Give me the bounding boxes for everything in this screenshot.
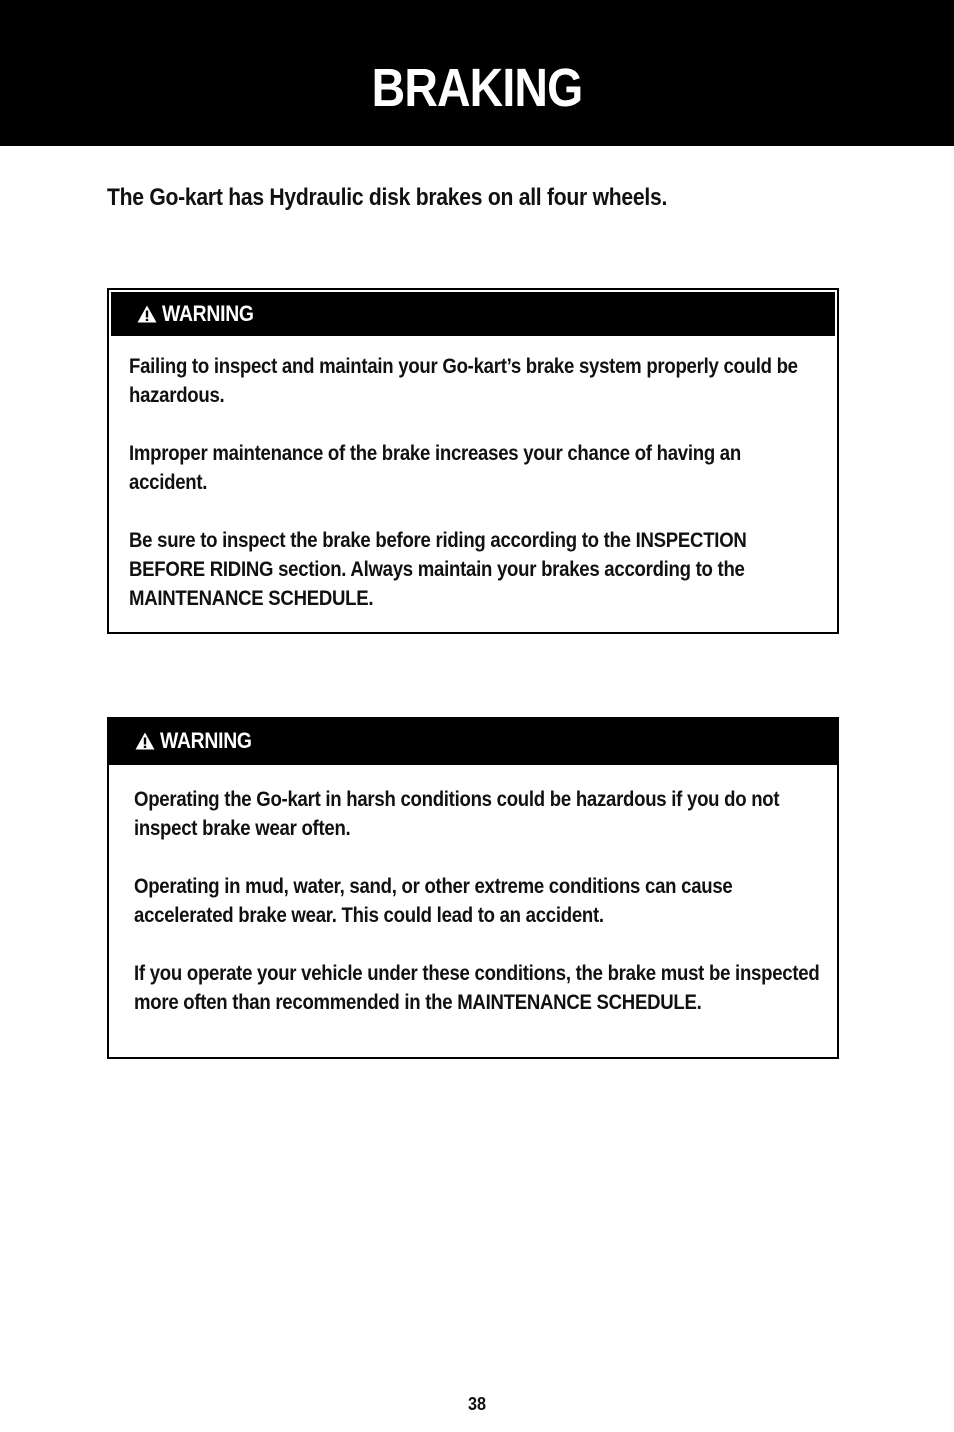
warning-triangle-icon [137, 305, 157, 323]
warning-paragraph: Improper maintenance of the brake increases your chance of having an accident. [129, 442, 741, 494]
warning-label: WARNING [160, 728, 252, 753]
warning-triangle-icon [135, 732, 155, 750]
warning-body [134, 785, 824, 1017]
warning-paragraph: Operating in mud, water, sand, or other extreme conditions can cause accelerated brake wear. This could lead to an accident. [134, 875, 733, 927]
title-band [0, 0, 954, 146]
intro-statement: The Go-kart has Hydraulic disk brakes on all four wheels. [107, 184, 668, 211]
warning-header [111, 292, 835, 336]
warning-paragraph: Be sure to inspect the brake before riding according to the INSPECTION BEFORE RIDING section. Always maintain your brakes according to the MAINTENANCE SCHEDULE. [129, 529, 747, 610]
page-number: 38 [467, 1394, 487, 1414]
warning-paragraph: If you operate your vehicle under these conditions, the brake must be inspected more often than recommended in the MAINTENANCE SCHEDULE. [134, 962, 820, 1014]
page-title: BRAKING [371, 58, 583, 118]
warning-body [129, 352, 819, 613]
warning-paragraph: Operating the Go-kart in harsh conditions could be hazardous if you do not inspect brake wear often. [134, 788, 780, 840]
warning-box-brake-maintenance [107, 288, 839, 634]
warning-label: WARNING [162, 301, 254, 326]
warning-header [109, 719, 837, 765]
warning-box-harsh-conditions [107, 717, 839, 1059]
warning-paragraph: Failing to inspect and maintain your Go-kart’s brake system properly could be hazardous. [129, 355, 798, 407]
